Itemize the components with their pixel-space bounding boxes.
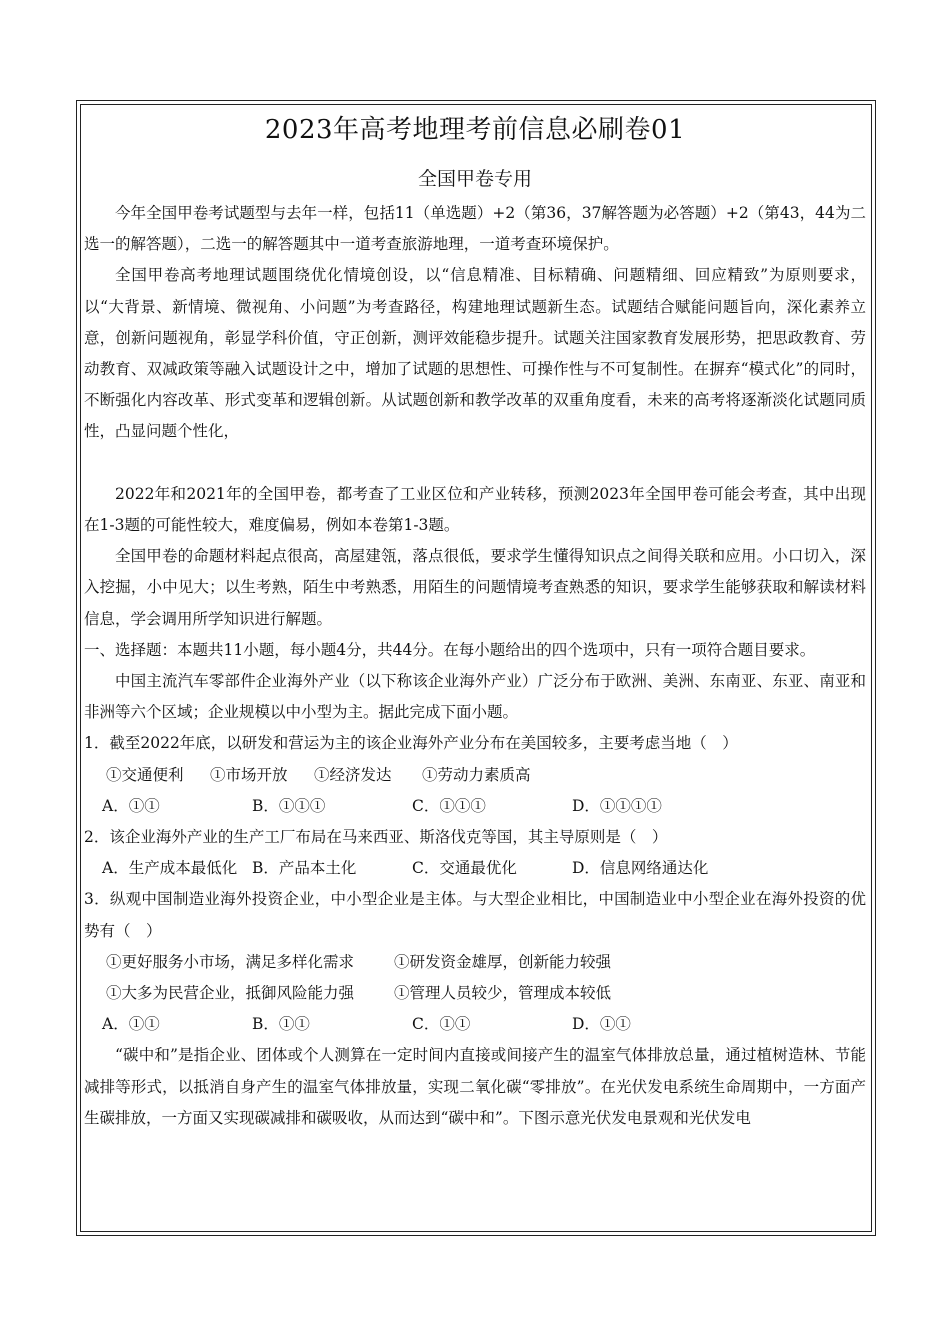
material-2: “碳中和”是指企业、团体或个人测算在一定时间内直接或间接产生的温室气体排放总量，通过植树造林、节能减排等形式，以抵消自身产生的温室气体排放量，实现二氧化碳“零排放”。在光伏发电系统生命周期中，一方面产生碳排放，一方面又实现碳减排和碳吸收，从而达到“碳中和”。下图示意光伏发电景观和光伏发电	[84, 1046, 866, 1127]
q3-option-2: ①研发资金雄厚，创新能力较强	[394, 952, 612, 971]
question-1-options	[84, 760, 866, 791]
question-3-options-row-1	[84, 947, 866, 978]
intro-paragraph-2: 全国甲卷高考地理试题围绕优化情境创设，以“信息精准、目标精确、问题精细、回应精致”为原则要求，以“大背景、新情境、微视角、小问题”为考查路径，构建地理试题新生态。试题结合赋能问题旨向，深化素养立意，创新问题视角，彰显学科价值，守正创新，测评效能稳步提升。试题关注国家教育发展形势，把思政教育、劳动教育、双减政策等融入试题设计之中，增加了试题的思想性、可操作性与不可复制性。在摒弃“模式化”的同时，不断强化内容改革、形式变革和逻辑创新。从试题创新和教学改革的双重角度看，未来的高考将逐渐淡化试题同质性，凸显问题个性化，	[84, 266, 866, 441]
question-2-choices	[84, 853, 866, 884]
intro-paragraph-3: 2022年和2021年的全国甲卷，都考查了工业区位和产业转移，预测2023年全国甲卷可能会考查，其中出现在1-3题的可能性较大，难度偏易，例如本卷第1-3题。	[84, 484, 866, 535]
question-2-stem: 2．该企业海外产业的生产工厂布局在马来西亚、斯洛伐克等国，其主导原则是（ ）	[84, 828, 668, 847]
q1-choice-a[interactable]: A．①①	[102, 796, 160, 815]
question-3-choices	[84, 1009, 866, 1040]
q2-choice-d[interactable]: D．信息网络通达化	[572, 859, 709, 878]
q3-choice-c[interactable]: C．①①	[412, 1015, 471, 1034]
q1-choice-d[interactable]: D．①①①①	[572, 796, 662, 815]
q1-choice-b[interactable]: B．①①①	[252, 796, 326, 815]
q3-option-4: ①管理人员较少，管理成本较低	[394, 984, 612, 1003]
question-3-options-row-2	[84, 978, 866, 1009]
page-title: 2023年高考地理考前信息必刷卷01	[264, 115, 686, 145]
blank-line	[84, 448, 866, 479]
q1-option-3: ①经济发达	[314, 765, 392, 784]
q1-option-2: ①市场开放	[210, 765, 288, 784]
q2-choice-b[interactable]: B．产品本土化	[252, 859, 357, 878]
intro-paragraph-1: 今年全国甲卷考试题型与去年一样，包括11（单选题）+2（第36，37解答题为必答题）+2（第43，44为二选一的解答题），二选一的解答题其中一道考查旅游地理，一道考查环境保护。	[84, 204, 866, 254]
document-content	[84, 104, 866, 1134]
question-1-choices	[84, 791, 866, 822]
q3-option-1: ①更好服务小市场，满足多样化需求	[106, 952, 355, 971]
q3-option-3: ①大多为民营企业，抵御风险能力强	[106, 984, 355, 1003]
q1-option-1: ①交通便利	[106, 765, 184, 784]
question-3-stem: 3．纵观中国制造业海外投资企业，中小型企业是主体。与大型企业相比，中国制造业中小型企业在海外投资的优势有（ ）	[84, 890, 866, 940]
material-1: 中国主流汽车零部件企业海外产业（以下称该企业海外产业）广泛分布于欧洲、美洲、东南亚、东亚、南亚和非洲等六个区域；企业规模以中小型为主。据此完成下面小题。	[84, 672, 866, 722]
q3-choice-a[interactable]: A．①①	[102, 1015, 160, 1034]
section-heading: 一、选择题：本题共11小题，每小题4分，共44分。在每小题给出的四个选项中，只有一项符合题目要求。	[84, 640, 816, 659]
q1-option-4: ①劳动力素质高	[422, 765, 531, 784]
question-1-stem: 1．截至2022年底，以研发和营运为主的该企业海外产业分布在美国较多，主要考虑当地（ ）	[84, 734, 738, 753]
q3-choice-d[interactable]: D．①①	[572, 1015, 631, 1034]
q2-choice-c[interactable]: C．交通最优化	[412, 859, 517, 878]
page-subtitle: 全国甲卷专用	[417, 168, 532, 190]
intro-paragraph-4: 全国甲卷的命题材料起点很高，高屋建瓴，落点很低，要求学生懂得知识点之间得关联和应用。小口切入，深入挖掘，小中见大；以生考熟，陌生中考熟悉，用陌生的问题情境考查熟悉的知识，要求学生能够获取和解读材料信息，学会调用所学知识进行解题。	[84, 547, 866, 628]
q2-choice-a[interactable]: A．生产成本最低化	[102, 859, 238, 878]
q1-choice-c[interactable]: C．①①①	[412, 796, 486, 815]
q3-choice-b[interactable]: B．①①	[252, 1015, 310, 1034]
